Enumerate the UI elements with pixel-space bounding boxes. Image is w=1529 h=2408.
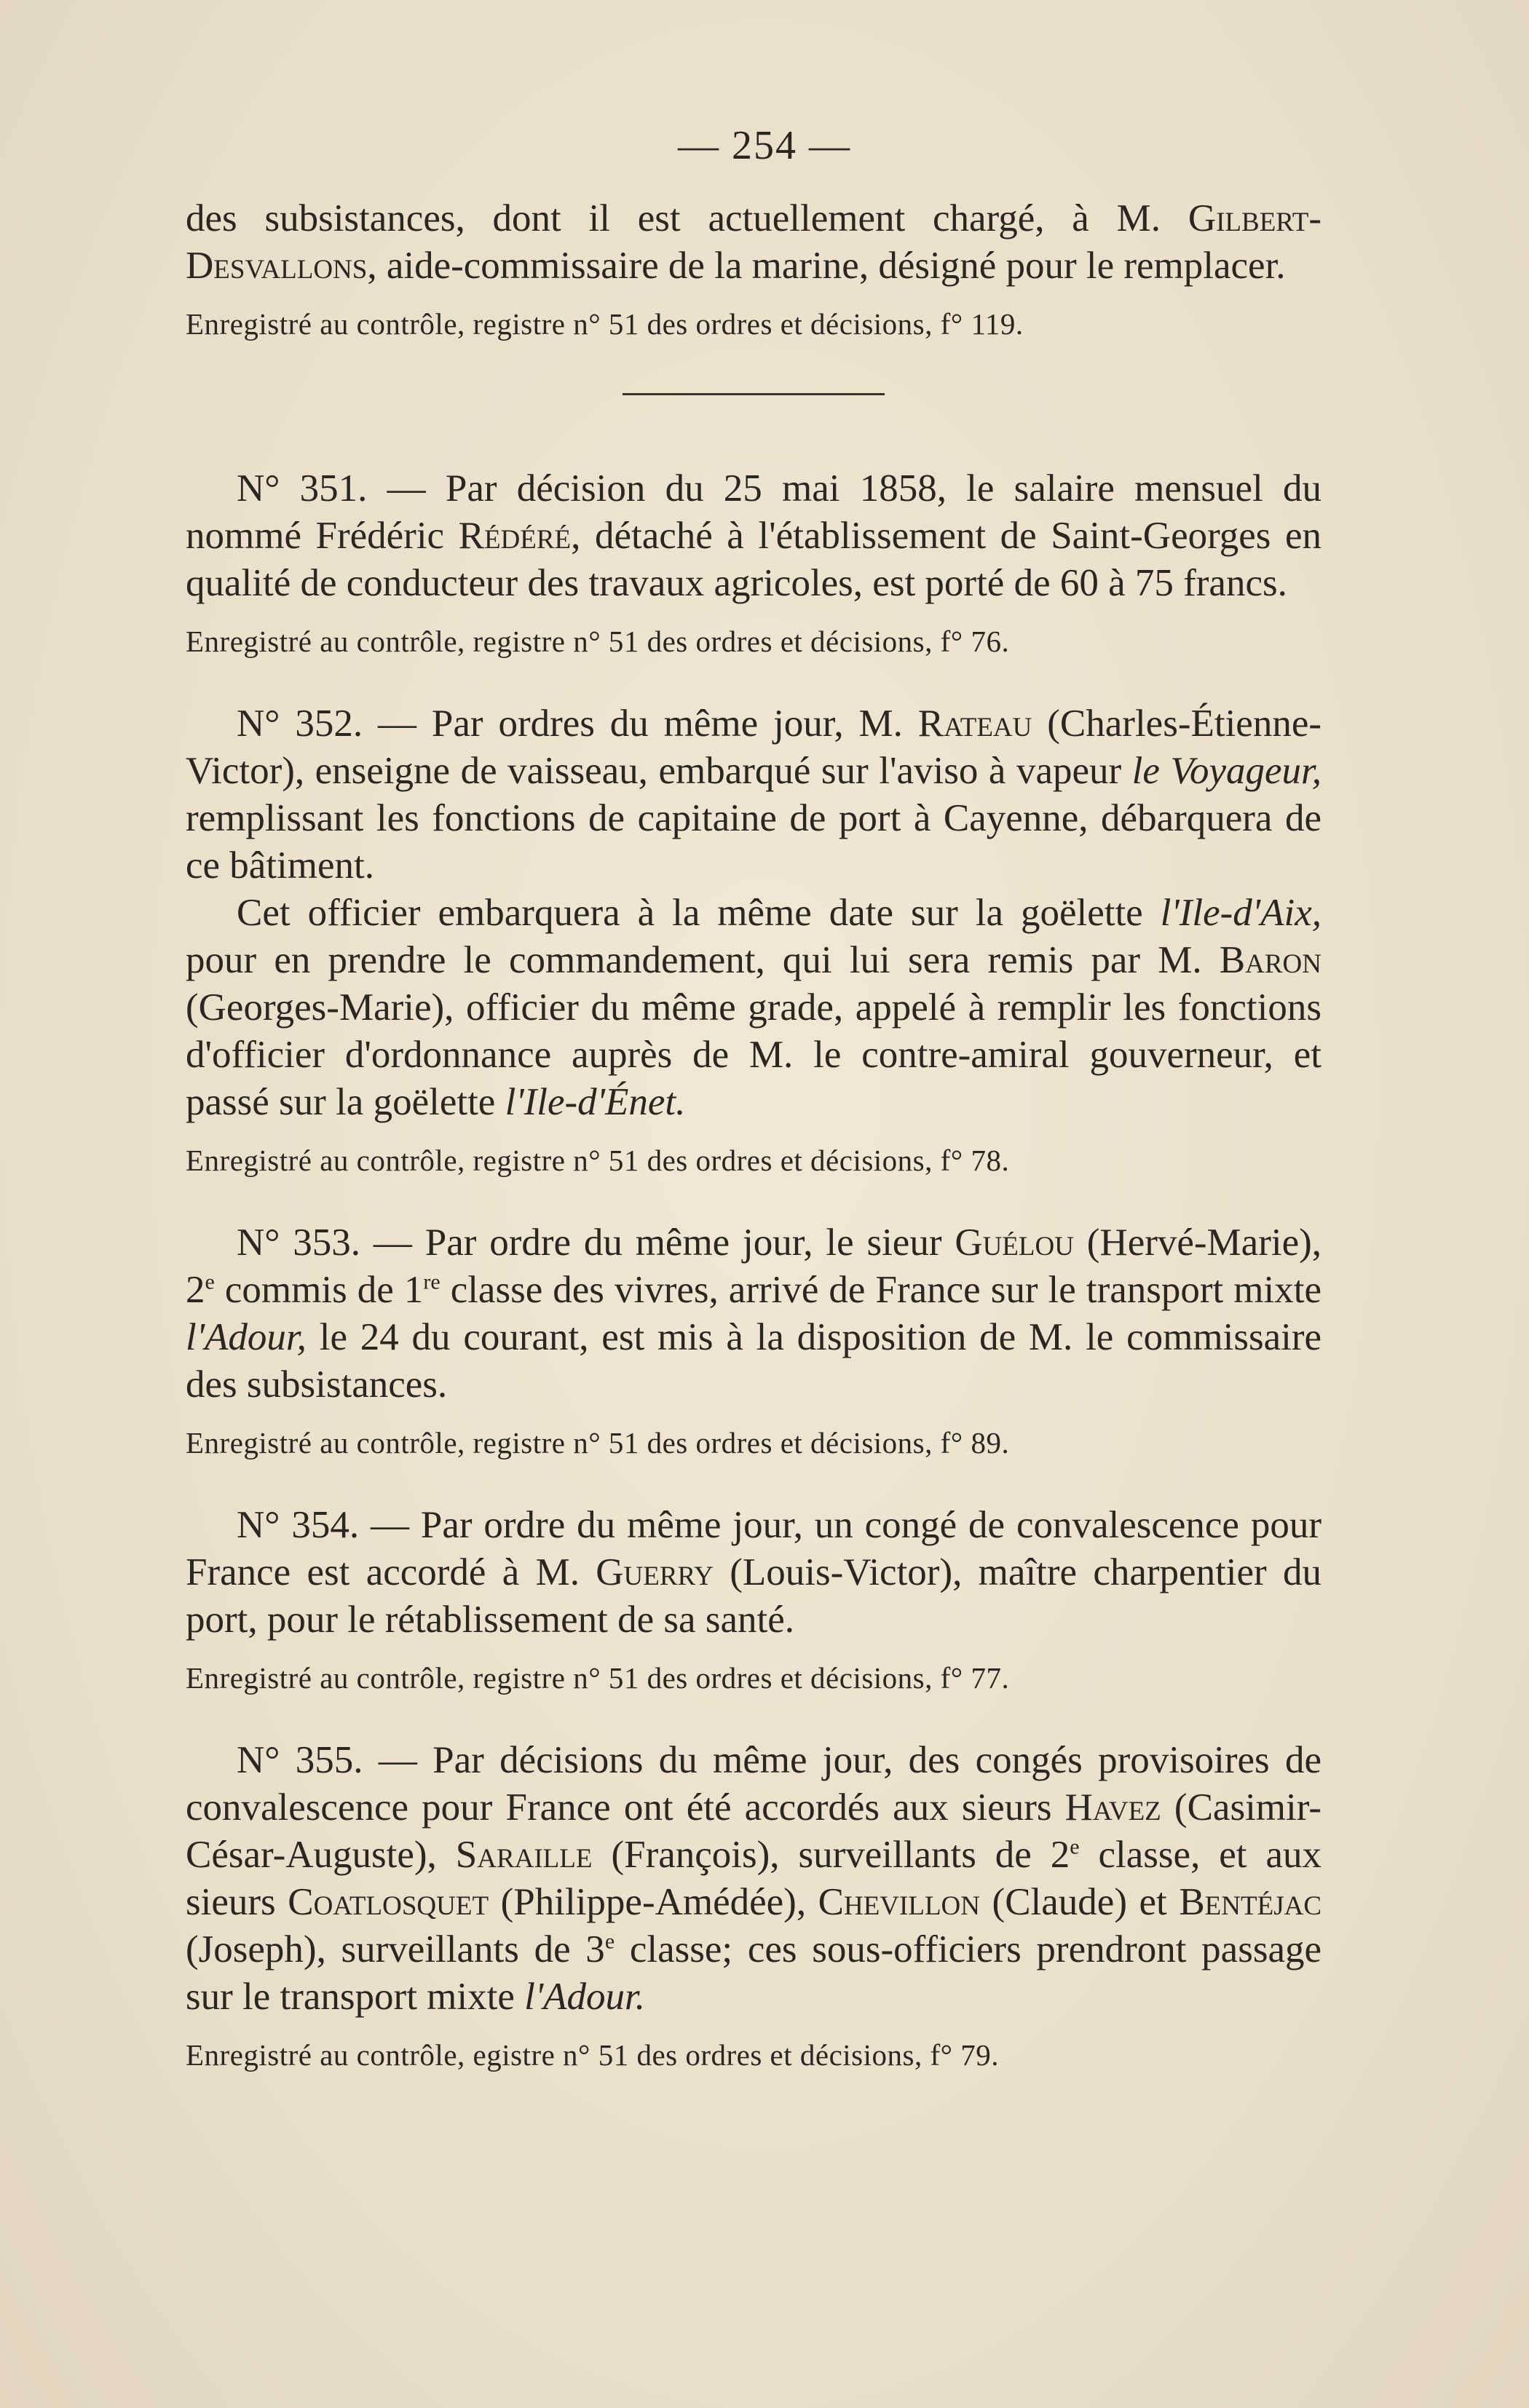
- entry-text: (Philippe-Amédée),: [489, 1881, 818, 1923]
- intro-registration: Enregistré au contrôle, registre n° 51 des ordres et décisions, f° 119.: [186, 307, 1024, 341]
- person-name: Guerry: [596, 1551, 714, 1593]
- entry-text: remplissant les fonctions de capitaine de port à Cayenne, débarquera de ce bâtiment.: [186, 797, 1321, 887]
- person-name: Bentéjac: [1179, 1881, 1321, 1923]
- section-divider: [623, 393, 885, 395]
- superscript: e: [205, 1270, 215, 1294]
- person-name: Saraille: [455, 1834, 593, 1876]
- intro-text-1: des subsistances, dont il est actuellement chargé, à M.: [186, 197, 1188, 239]
- person-name: Chevillon: [818, 1881, 980, 1923]
- entry-text: commis de 1: [214, 1269, 424, 1311]
- entry-paragraph: [186, 700, 1321, 890]
- entry-text: (Joseph), surveillants de 3: [186, 1928, 605, 1971]
- entry-number: N° 353.: [237, 1221, 361, 1264]
- person-name: Havez: [1064, 1786, 1161, 1829]
- intro-name: Gilbert-Desvallons: [186, 197, 1321, 287]
- superscript: e: [1070, 1834, 1080, 1859]
- ship-name: l'Adour.: [524, 1976, 646, 2018]
- entry-paragraph-continued: [186, 890, 1321, 1126]
- entry-registration: Enregistré au contrôle, registre n° 51 des ordres et décisions, f° 89.: [186, 1426, 1010, 1460]
- entry-text: — Par ordres du même jour, M.: [363, 702, 918, 745]
- person-name: Rateau: [917, 702, 1032, 745]
- entry-text: pour en prendre le commandement, qui lui sera remis par M.: [186, 939, 1220, 981]
- entry-352: [186, 700, 1321, 1179]
- entry-text: — Par ordre du même jour, le sieur: [360, 1221, 955, 1264]
- entry-text: (François), surveillants de 2: [592, 1834, 1070, 1876]
- entry-registration: Enregistré au contrôle, egistre n° 51 des ordres et décisions, f° 79.: [186, 2038, 1000, 2072]
- entry-351: [186, 465, 1321, 660]
- entry-354: [186, 1502, 1321, 1696]
- entry-text: (Claude) et: [979, 1881, 1180, 1923]
- ship-name: l'Ile-d'Énet.: [505, 1081, 686, 1123]
- page-number: — 254 —: [678, 123, 851, 168]
- entry-text: (Louis-Victor), maître charpentier du port, pour le rétablissement de sa santé.: [186, 1551, 1321, 1641]
- entry-registration: Enregistré au contrôle, registre n° 51 des ordres et décisions, f° 76.: [186, 625, 1010, 658]
- entry-paragraph: [186, 1219, 1321, 1409]
- entry-paragraph: [186, 1737, 1321, 2021]
- superscript: e: [604, 1929, 615, 1954]
- entry-text: Cet officier embarquera à la même date sur la goëlette: [237, 892, 1161, 934]
- entry-number: N° 352.: [237, 702, 363, 745]
- entry-number: N° 354.: [237, 1504, 360, 1546]
- entry-paragraph: [186, 1502, 1321, 1644]
- entry-paragraph: [186, 465, 1321, 607]
- entry-text: (Charles-Étienne-Victor), enseigne de vaisseau, embarqué sur l'aviso à vapeur: [186, 702, 1321, 792]
- ship-name: le Voyageur,: [1131, 750, 1321, 792]
- entry-text: le 24 du courant, est mis à la disposition de M. le commissaire des subsistances.: [186, 1316, 1321, 1406]
- person-name: Baron: [1219, 939, 1321, 981]
- intro-paragraph: [186, 195, 1321, 290]
- entry-text: (Casimir-César-Auguste),: [186, 1786, 1321, 1876]
- entry-text: classe des vivres, arrivé de France sur le transport mixte: [440, 1269, 1321, 1311]
- entry-number: N° 355.: [237, 1739, 363, 1781]
- ship-name: l'Adour,: [186, 1316, 307, 1358]
- entry-353: [186, 1219, 1321, 1461]
- entry-text: , détaché à l'établissement de Saint-Georges en qualité de conducteur des travaux agricoles, est porté de 60 à 75 francs.: [186, 515, 1321, 604]
- person-name: Guélou: [955, 1221, 1074, 1264]
- superscript: re: [423, 1270, 440, 1294]
- entry-text: — Par décision du 25 mai 1858, le salaire mensuel du nommé Frédéric: [186, 467, 1321, 557]
- intro-text-2: , aide-commissaire de la marine, désigné pour le remplacer.: [367, 245, 1286, 287]
- entry-text: (Hervé-Marie), 2: [186, 1221, 1322, 1311]
- entry-text: — Par décisions du même jour, des congés provisoires de convalescence pour France ont été accordés aux sieurs: [186, 1739, 1321, 1829]
- text-column: [186, 195, 1321, 2073]
- entry-text: (Georges-Marie), officier du même grade, appelé à remplir les fonctions d'officier d'ordonnance auprès de M. le contre-amiral gouverneur, et passé sur la goëlette: [186, 986, 1321, 1123]
- entry-355: [186, 1737, 1321, 2073]
- entry-text: — Par ordre du même jour, un congé de convalescence pour France est accordé à M.: [186, 1504, 1321, 1593]
- entry-text: classe; ces sous-officiers prendront passage sur le transport mixte: [186, 1928, 1321, 2018]
- person-name: Rédéré: [458, 515, 572, 557]
- entry-registration: Enregistré au contrôle, registre n° 51 des ordres et décisions, f° 78.: [186, 1144, 1010, 1177]
- entry-text: classe, et aux sieurs: [186, 1834, 1321, 1923]
- entry-number: N° 351.: [237, 467, 368, 510]
- person-name: Coatlosquet: [288, 1881, 489, 1923]
- entry-registration: Enregistré au contrôle, registre n° 51 des ordres et décisions, f° 77.: [186, 1661, 1010, 1695]
- ship-name: l'Ile-d'Aix,: [1160, 892, 1321, 934]
